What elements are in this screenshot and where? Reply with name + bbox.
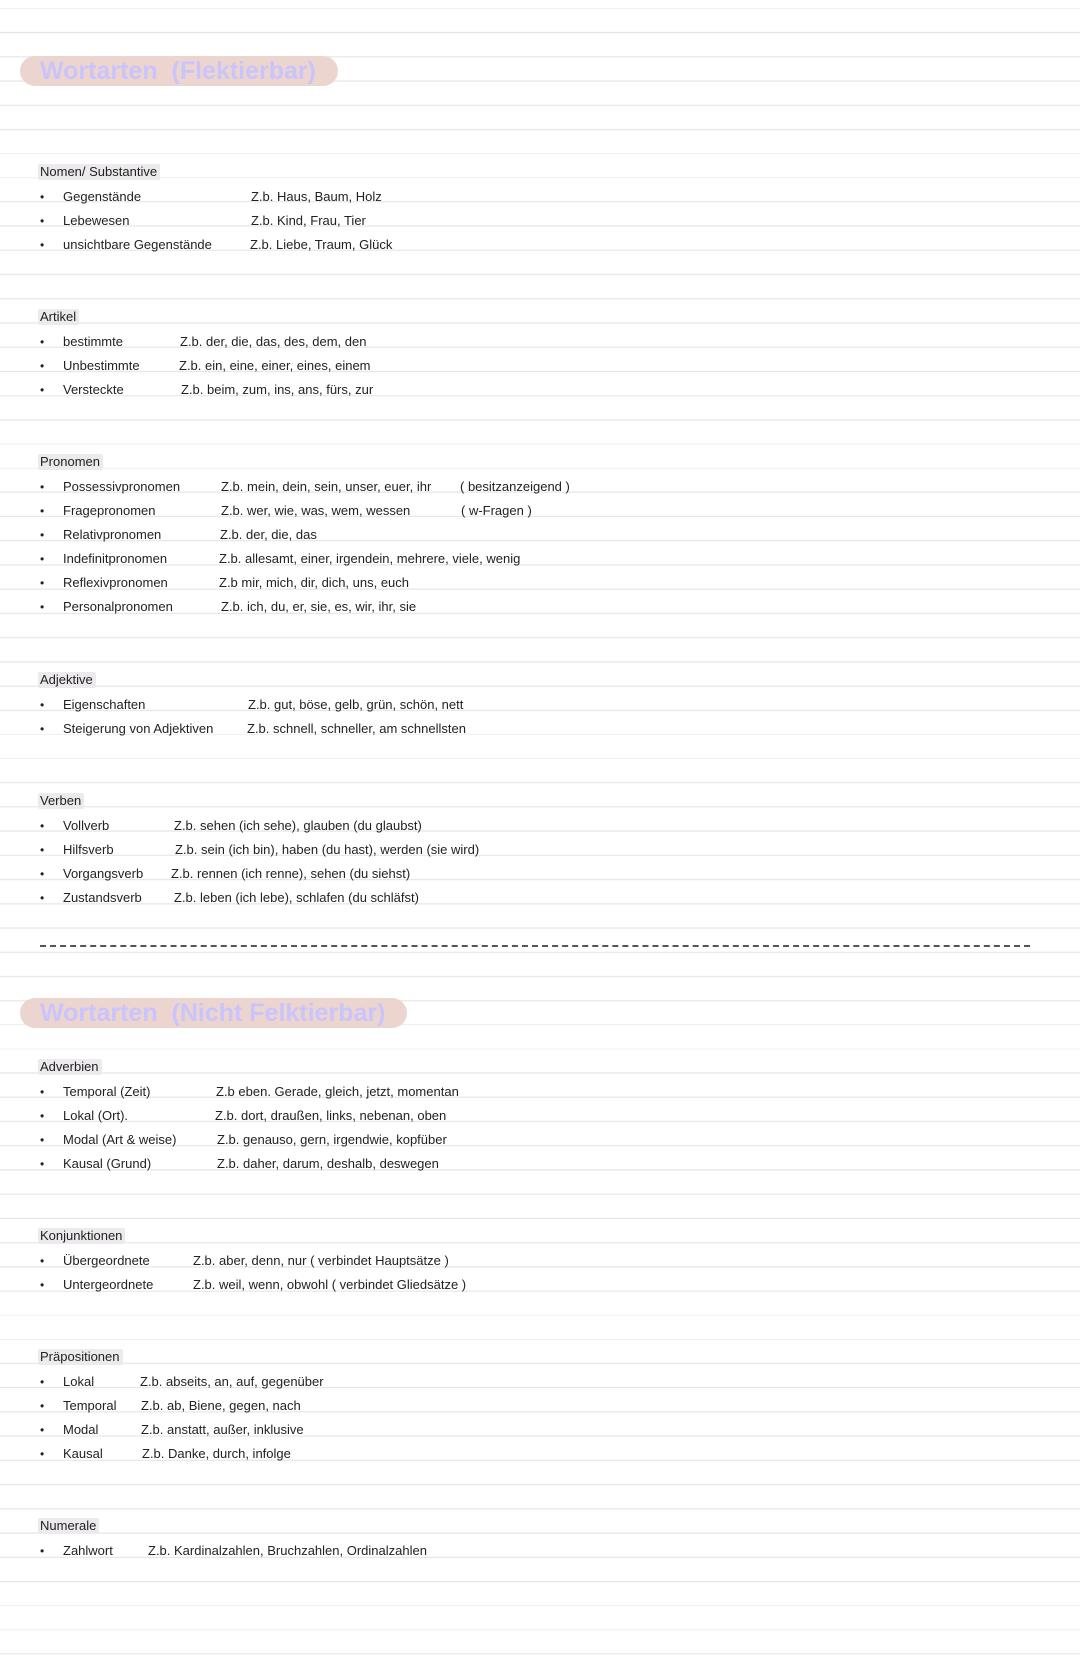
item-term: Vorgangsverb <box>63 866 144 881</box>
bullet-icon: • <box>40 600 45 614</box>
item-term: Unbestimmte <box>63 358 140 373</box>
list-item <box>0 356 1080 376</box>
bullet-icon: • <box>40 528 45 542</box>
bullet-icon: • <box>40 335 45 349</box>
item-term: unsichtbare Gegenstände <box>63 237 212 252</box>
item-example: Z.b. weil, wenn, obwohl ( verbindet Gliedsätze ) <box>193 1277 467 1292</box>
item-example: Z.b. Liebe, Traum, Glück <box>250 237 393 252</box>
title-nicht-flektierbar: Wortarten (Nicht Felktierbar) <box>20 998 407 1028</box>
bullet-icon: • <box>40 238 45 252</box>
section-heading: Konjunktionen <box>38 1228 125 1244</box>
item-term: Versteckte <box>63 382 124 397</box>
item-term: Eigenschaften <box>63 697 146 712</box>
bullet-icon: • <box>40 698 45 712</box>
section-heading: Verben <box>38 793 84 809</box>
section-heading: Artikel <box>38 309 79 325</box>
bullet-icon: • <box>40 214 45 228</box>
list-item <box>0 1082 1080 1102</box>
item-term: Fragepronomen <box>63 503 156 518</box>
section-heading: Pronomen <box>38 454 103 470</box>
item-example: Z.b. abseits, an, auf, gegenüber <box>140 1374 324 1389</box>
list-item <box>0 1541 1080 1561</box>
list-item <box>0 501 1080 521</box>
item-term: Zahlwort <box>63 1543 113 1558</box>
list-item <box>0 816 1080 836</box>
item-example: Z.b. der, die, das <box>220 527 317 542</box>
bullet-icon: • <box>40 891 45 905</box>
dashed-separator <box>40 945 1030 947</box>
item-example: Z.b. der, die, das, des, dem, den <box>180 334 367 349</box>
list-item <box>0 695 1080 715</box>
list-item <box>0 549 1080 569</box>
item-example: Z.b. Kind, Frau, Tier <box>251 213 366 228</box>
item-term: Zustandsverb <box>63 890 142 905</box>
item-term: Übergeordnete <box>63 1253 150 1268</box>
bullet-icon: • <box>40 190 45 204</box>
item-example: Z.b. beim, zum, ins, ans, fürs, zur <box>181 382 374 397</box>
item-term: Lokal <box>63 1374 95 1389</box>
section-heading: Nomen/ Substantive <box>38 164 160 180</box>
list-item <box>0 888 1080 908</box>
item-term: Personalpronomen <box>63 599 173 614</box>
item-term: Gegenstände <box>63 189 142 204</box>
bullet-icon: • <box>40 383 45 397</box>
section-heading: Numerale <box>38 1518 99 1534</box>
item-example: Z.b. Danke, durch, infolge <box>142 1446 291 1461</box>
item-example: Z.b. ein, eine, einer, eines, einem <box>179 358 371 373</box>
bullet-icon: • <box>40 1085 45 1099</box>
list-item <box>0 1420 1080 1440</box>
item-example: Z.b. ab, Biene, gegen, nach <box>141 1398 301 1413</box>
item-term: Kausal <box>63 1446 103 1461</box>
item-example: Z.b. sein (ich bin), haben (du hast), werden (sie wird) <box>175 842 480 857</box>
item-term: Untergeordnete <box>63 1277 154 1292</box>
bullet-icon: • <box>40 1109 45 1123</box>
item-example: Z.b. dort, draußen, links, nebenan, oben <box>215 1108 447 1123</box>
bullet-icon: • <box>40 1278 45 1292</box>
bullet-icon: • <box>40 843 45 857</box>
list-item <box>0 1106 1080 1126</box>
bullet-icon: • <box>40 1423 45 1437</box>
item-term: Lebewesen <box>63 213 130 228</box>
item-term: Steigerung von Adjektiven <box>63 721 214 736</box>
list-item <box>0 864 1080 884</box>
list-item <box>0 332 1080 352</box>
item-term: Temporal (Zeit) <box>63 1084 151 1099</box>
item-example: Z.b. Kardinalzahlen, Bruchzahlen, Ordinalzahlen <box>148 1543 427 1558</box>
bullet-icon: • <box>40 1447 45 1461</box>
item-example: Z.b. gut, böse, gelb, grün, schön, nett <box>248 697 464 712</box>
section-heading: Präpositionen <box>38 1349 123 1365</box>
list-item <box>0 211 1080 231</box>
item-term: Kausal (Grund) <box>63 1156 152 1171</box>
bullet-icon: • <box>40 1133 45 1147</box>
item-example: Z.b. daher, darum, deshalb, deswegen <box>217 1156 439 1171</box>
list-item <box>0 1396 1080 1416</box>
bullet-icon: • <box>40 867 45 881</box>
list-item <box>0 1154 1080 1174</box>
item-note: ( w-Fragen ) <box>461 503 532 518</box>
item-example: Z.b. sehen (ich sehe), glauben (du glaubst) <box>174 818 422 833</box>
list-item <box>0 597 1080 617</box>
item-term: Modal <box>63 1422 99 1437</box>
bullet-icon: • <box>40 1254 45 1268</box>
list-item <box>0 1130 1080 1150</box>
list-item <box>0 235 1080 255</box>
list-item <box>0 840 1080 860</box>
bullet-icon: • <box>40 722 45 736</box>
bullet-icon: • <box>40 359 45 373</box>
title-flektierbar: Wortarten (Flektierbar) <box>20 56 338 86</box>
item-term: Hilfsverb <box>63 842 114 857</box>
item-term: Possessivpronomen <box>63 479 181 494</box>
item-example: Z.b mir, mich, dir, dich, uns, euch <box>219 575 410 590</box>
list-item <box>0 1372 1080 1392</box>
list-item <box>0 1444 1080 1464</box>
item-term: Lokal (Ort). <box>63 1108 129 1123</box>
item-term: Reflexivpronomen <box>63 575 168 590</box>
item-example: Z.b. mein, dein, sein, unser, euer, ihr <box>221 479 432 494</box>
list-item <box>0 1251 1080 1271</box>
item-term: Temporal <box>63 1398 117 1413</box>
item-term: Vollverb <box>63 818 110 833</box>
item-term: Relativpronomen <box>63 527 162 542</box>
bullet-icon: • <box>40 552 45 566</box>
bullet-icon: • <box>40 480 45 494</box>
list-item <box>0 573 1080 593</box>
bullet-icon: • <box>40 1375 45 1389</box>
bullet-icon: • <box>40 1544 45 1558</box>
bullet-icon: • <box>40 576 45 590</box>
list-item <box>0 187 1080 207</box>
item-term: bestimmte <box>63 334 123 349</box>
item-term: Indefinitpronomen <box>63 551 168 566</box>
item-example: Z.b. aber, denn, nur ( verbindet Hauptsätze ) <box>193 1253 449 1268</box>
bullet-icon: • <box>40 1399 45 1413</box>
item-example: Z.b. wer, wie, was, wem, wessen <box>221 503 411 518</box>
item-note: ( besitzanzeigend ) <box>460 479 570 494</box>
item-term: Modal (Art & weise) <box>63 1132 177 1147</box>
section-heading: Adjektive <box>38 672 96 688</box>
item-example: Z.b. leben (ich lebe), schlafen (du schläfst) <box>174 890 419 905</box>
list-item <box>0 380 1080 400</box>
list-item <box>0 1275 1080 1295</box>
bullet-icon: • <box>40 504 45 518</box>
bullet-icon: • <box>40 1157 45 1171</box>
item-example: Z.b. anstatt, außer, inklusive <box>141 1422 304 1437</box>
item-example: Z.b. rennen (ich renne), sehen (du siehst) <box>171 866 411 881</box>
item-example: Z.b. schnell, schneller, am schnellsten <box>247 721 466 736</box>
item-example: Z.b. Haus, Baum, Holz <box>251 189 382 204</box>
section-heading: Adverbien <box>38 1059 102 1075</box>
item-example: Z.b. ich, du, er, sie, es, wir, ihr, sie <box>221 599 417 614</box>
item-example: Z.b. allesamt, einer, irgendein, mehrere, viele, wenig <box>219 551 521 566</box>
list-item <box>0 719 1080 739</box>
list-item <box>0 477 1080 497</box>
item-example: Z.b eben. Gerade, gleich, jetzt, momentan <box>216 1084 459 1099</box>
list-item <box>0 525 1080 545</box>
item-example: Z.b. genauso, gern, irgendwie, kopfüber <box>217 1132 447 1147</box>
bullet-icon: • <box>40 819 45 833</box>
